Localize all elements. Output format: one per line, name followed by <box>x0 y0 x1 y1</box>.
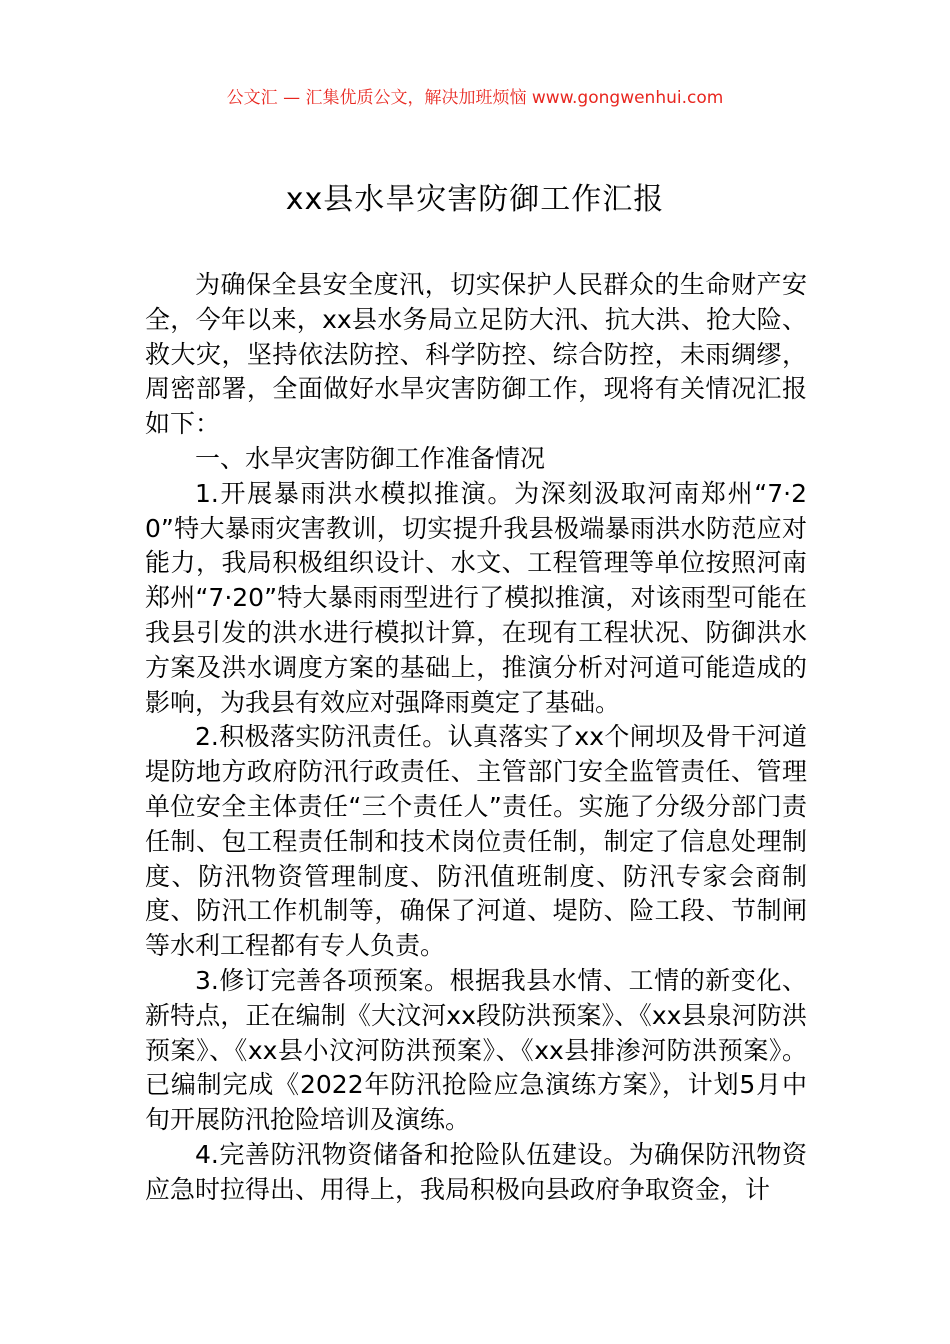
intro-paragraph: 为确保全县安全度汛，切实保护人民群众的生命财产安全，今年以来，xx县水务局立足防大汛、抗大洪、抢大险、救大灾，坚持依法防控、科学防控、综合防控，未雨绸缪，周密部署，全面做好水旱灾害防御工作，现将有关情况汇报如下： <box>145 270 807 439</box>
section-heading: 一、水旱灾害防御工作准备情况 <box>195 443 546 473</box>
body-paragraph: 3.修订完善各项预案。根据我县水情、工情的新变化、新特点，正在编制《大汶河xx段防洪预案》、《xx县泉河防洪预案》、《xx县小汶河防洪预案》、《xx县排渗河防洪预案》。已编制完成《2022年防汛抢险应急演练方案》，计划5月中旬开展防汛抢险培训及演练。 <box>145 965 807 1135</box>
body-paragraph: 1.开展暴雨洪水模拟推演。为深刻汲取河南郑州“7·20”特大暴雨灾害教训，切实提升我县极端暴雨洪水防范应对能力，我局积极组织设计、水文、工程管理等单位按照河南郑州“7·20”特大暴雨雨型进行了模拟推演，对该雨型可能在我县引发的洪水进行模拟计算，在现有工程状况、防御洪水方案及洪水调度方案的基础上，推演分析对河道可能造成的影响，为我县有效应对强降雨奠定了基础。 <box>145 478 807 717</box>
body-paragraph: 2.积极落实防汛责任。认真落实了xx个闸坝及骨干河道堤防地方政府防汛行政责任、主管部门安全监管责任、管理单位安全主体责任“三个责任人”责任。实施了分级分部门责任制、包工程责任制和技术岗位责任制，制定了信息处理制度、防汛物资管理制度、防汛值班制度、防汛专家会商制度、防汛工作机制等，确保了河道、堤防、险工段、节制闸等水利工程都有专人负责。 <box>145 722 807 961</box>
body-paragraph: 4.完善防汛物资储备和抢险队伍建设。为确保防汛物资应急时拉得出、用得上，我局积极向县政府争取资金，计 <box>145 1139 807 1204</box>
document-title: xx县水旱灾害防御工作汇报 <box>285 182 665 217</box>
document-body <box>145 268 807 1208</box>
header-banner: 公文汇 — 汇集优质公文，解决加班烦恼 www.gongwenhui.com <box>226 88 724 108</box>
